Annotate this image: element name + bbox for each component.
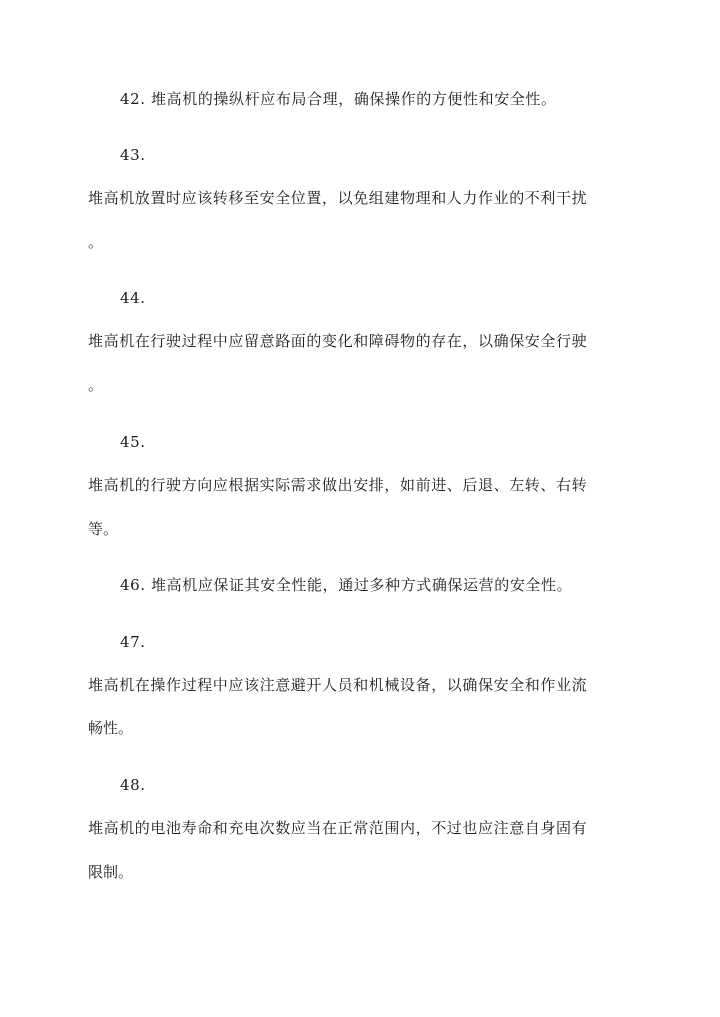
item-48-line-2: 限制。 — [88, 863, 134, 881]
item-44-line-1: 堆高机在行驶过程中应留意路面的变化和障碍物的存在，以确保安全行驶 — [88, 332, 588, 350]
item-47-number: 47. — [120, 633, 146, 651]
item-48-line-1: 堆高机的电池寿命和充电次数应当在正常范围内，不过也应注意自身固有 — [88, 819, 588, 837]
item-46-line-1: 46. 堆高机应保证其安全性能，通过多种方式确保运营的安全性。 — [120, 576, 573, 594]
item-48-number: 48. — [120, 776, 146, 794]
item-47-line-1: 堆高机在操作过程中应该注意避开人员和机械设备，以确保安全和作业流 — [88, 676, 588, 694]
item-44-number: 44. — [120, 289, 146, 307]
item-42-line-1: 42. 堆高机的操纵杆应布局合理，确保操作的方便性和安全性。 — [120, 90, 557, 108]
item-43-number: 43. — [120, 146, 146, 164]
item-43-line-1: 堆高机放置时应该转移至安全位置，以免组建物理和人力作业的不利干扰 — [88, 189, 588, 207]
item-43-line-2: 。 — [88, 233, 104, 251]
item-45-line-2: 等。 — [88, 520, 119, 538]
item-47-line-2: 畅性。 — [88, 719, 134, 737]
item-45-line-1: 堆高机的行驶方向应根据实际需求做出安排，如前进、后退、左转、右转 — [88, 476, 588, 494]
item-45-number: 45. — [120, 433, 146, 451]
item-44-line-2: 。 — [88, 376, 104, 394]
